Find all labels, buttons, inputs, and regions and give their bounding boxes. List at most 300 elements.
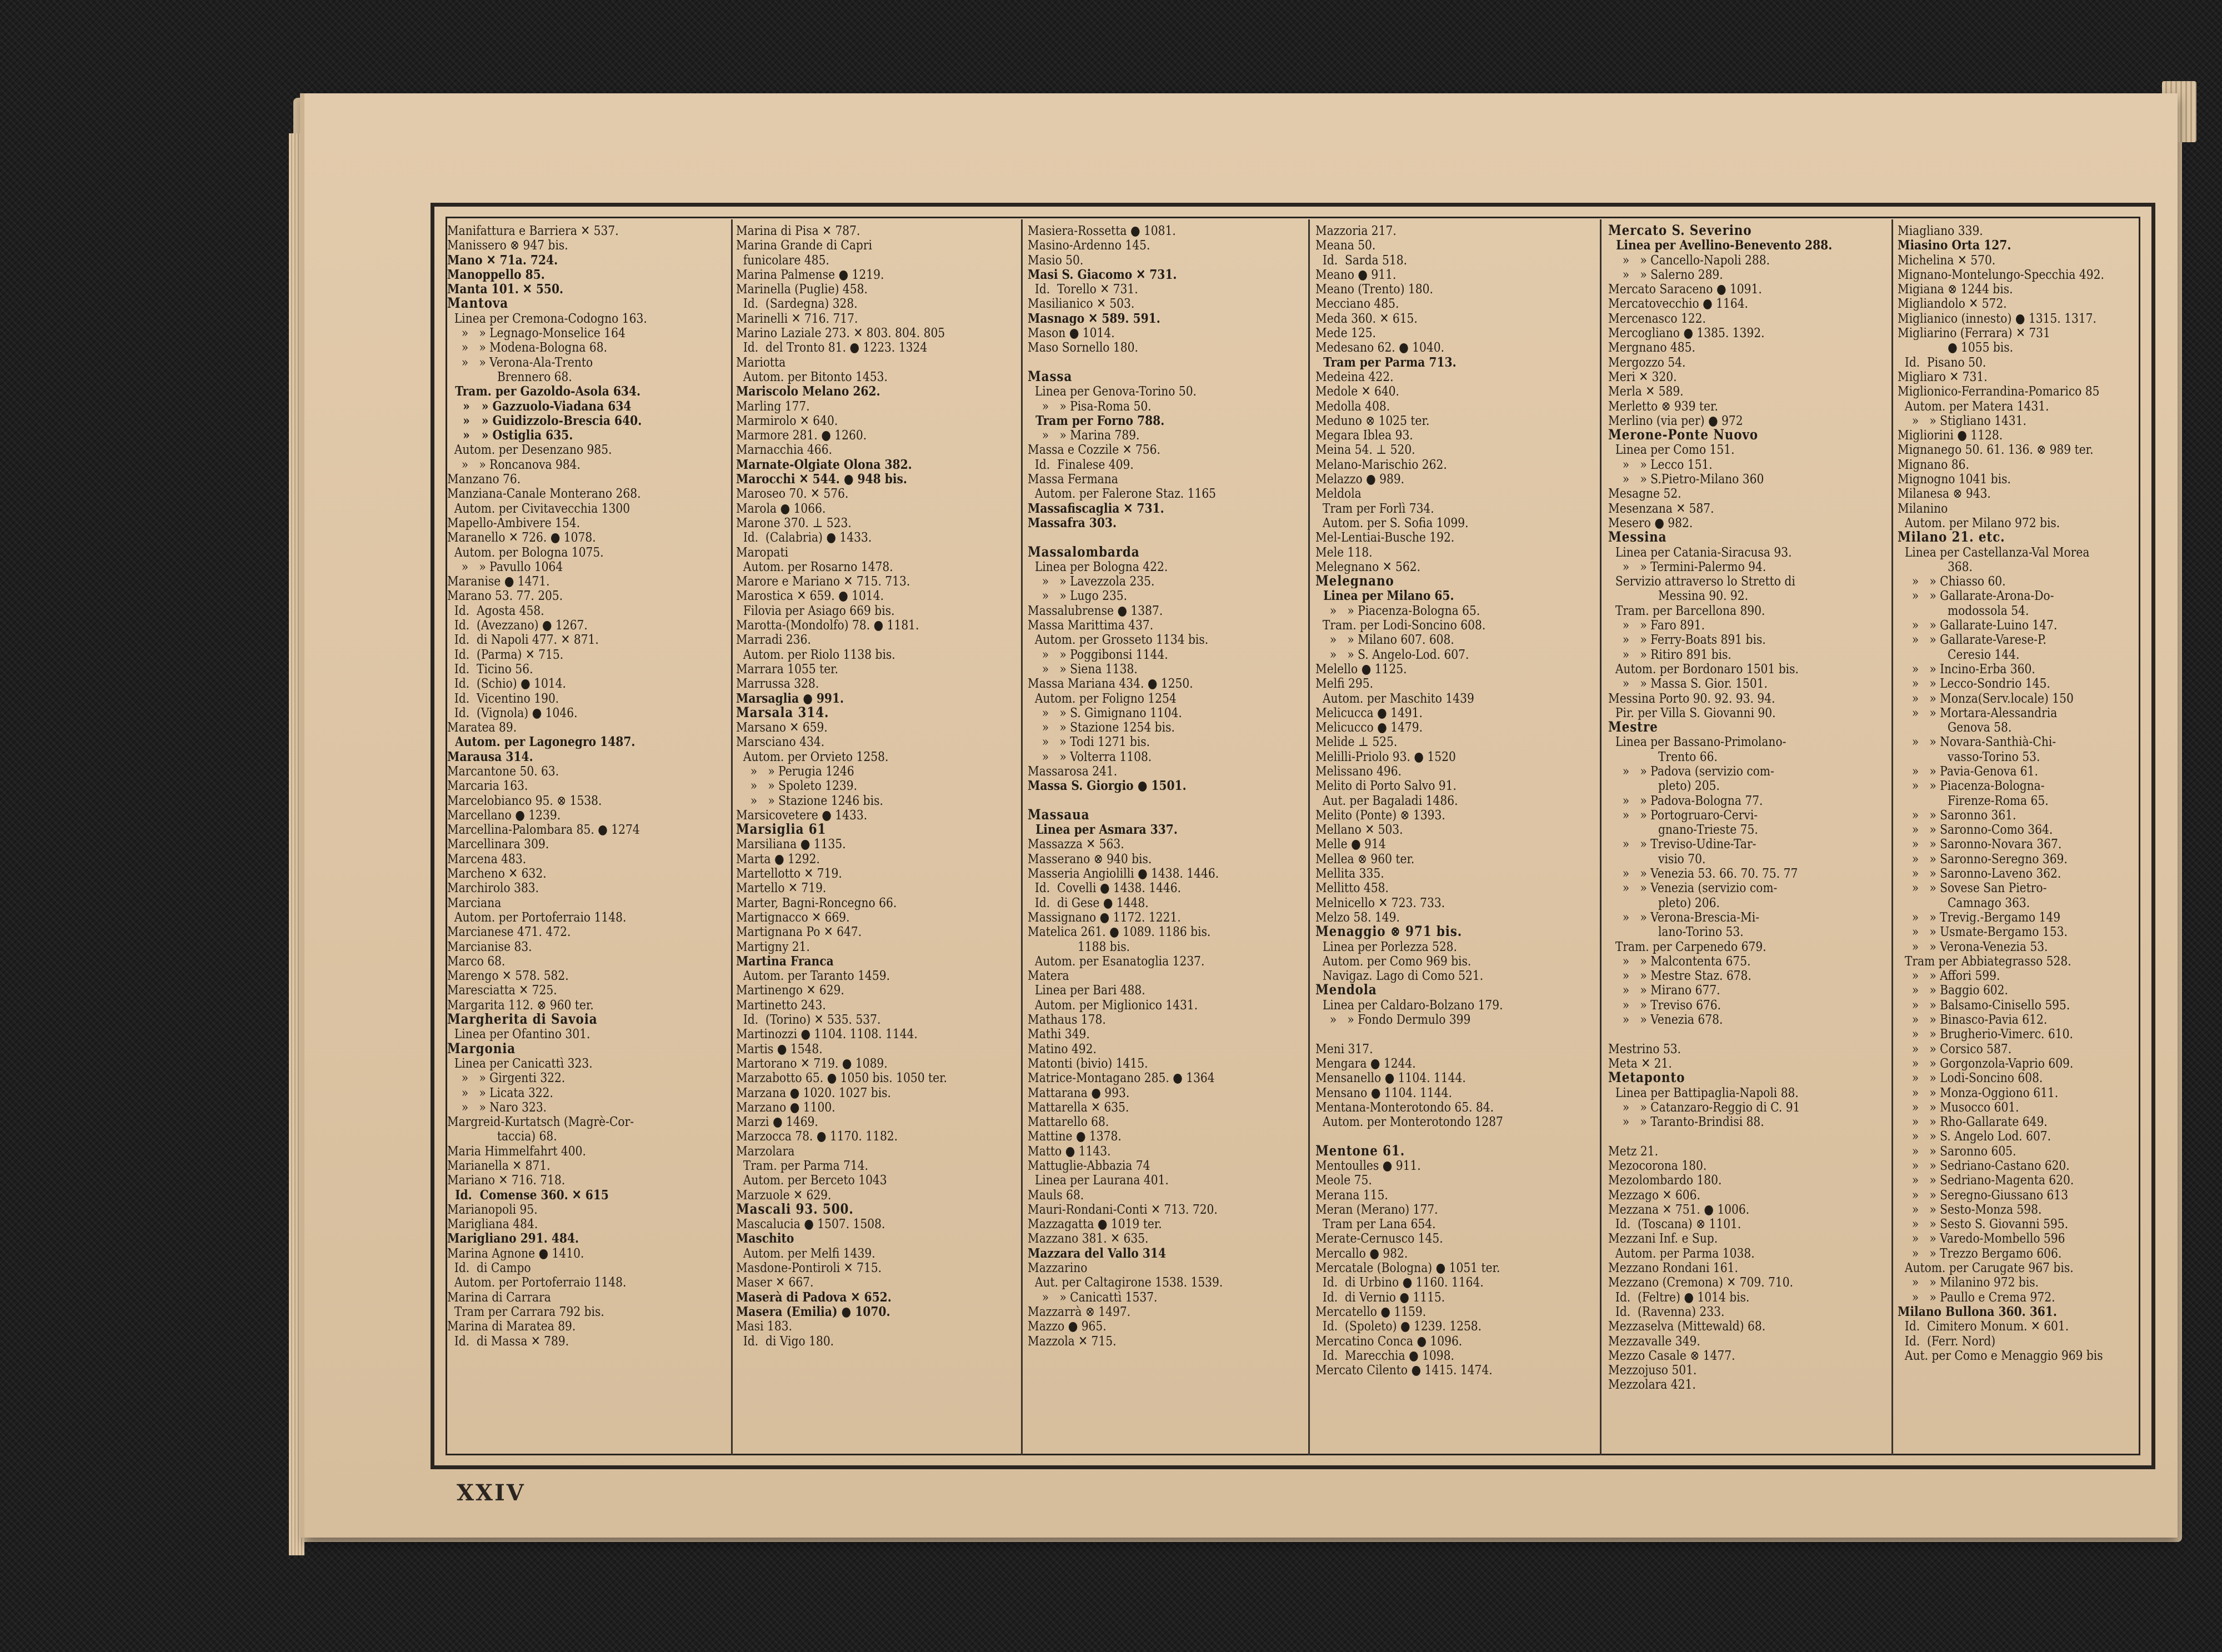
- index-entry: » » S. Angelo Lod. 607.: [1898, 1129, 2051, 1144]
- index-entry: Massa Fermana: [1028, 472, 1118, 487]
- index-entry: Messina Porto 90. 92. 93. 94.: [1608, 690, 1775, 705]
- index-entry: » » Portogruaro-Cervi-: [1608, 807, 1758, 823]
- index-entry: Martello ✕ 719.: [736, 880, 827, 895]
- index-entry: Marone 370. ⊥ 523.: [736, 515, 852, 530]
- column-divider: [1021, 219, 1023, 1455]
- index-entry: Mellano ✕ 503.: [1315, 822, 1403, 837]
- index-entry: Linea per Porlezza 528.: [1315, 939, 1457, 954]
- index-entry: Marsano ✕ 659.: [736, 720, 828, 735]
- index-entry: Ceresio 144.: [1898, 647, 2020, 662]
- index-entry: Marotta-(Mondolfo) 78. ● 1181.: [736, 618, 919, 633]
- index-entry: » » Termini-Palermo 94.: [1608, 559, 1766, 574]
- index-heading: Milano 21. etc.: [1898, 530, 2005, 545]
- index-entry: » » Modena-Bologna 68.: [447, 340, 607, 355]
- index-entry: Miagliano 339.: [1898, 223, 1983, 238]
- index-entry: » » Padova-Bologna 77.: [1608, 793, 1763, 808]
- index-entry: » » Venezia 53. 66. 70. 75. 77: [1608, 866, 1798, 881]
- index-entry: Marsciano 434.: [736, 734, 825, 749]
- index-entry: » » Pisa-Roma 50.: [1028, 398, 1152, 413]
- index-entry: Mesenzana ✕ 587.: [1608, 500, 1714, 515]
- index-entry: Martorano ✕ 719. ● 1089.: [736, 1055, 888, 1071]
- index-entry: Marsicovetere ● 1433.: [736, 807, 868, 823]
- index-entry: » » Stazione 1246 bis.: [736, 793, 883, 808]
- index-entry: » » Sesto S. Giovanni 595.: [1898, 1217, 2069, 1232]
- index-entry: » » Saronno-Laveno 362.: [1898, 866, 2061, 881]
- index-entry: [1028, 793, 1308, 808]
- index-entry: Marco 68.: [447, 953, 506, 969]
- index-entry: Autom. per Esanatoglia 1237.: [1028, 953, 1205, 969]
- index-entry: [1028, 530, 1308, 544]
- index-entry: » » Stigliano 1431.: [1898, 413, 2026, 428]
- index-entry: » » S.Pietro-Milano 360: [1608, 472, 1764, 487]
- index-entry: » » Trezzo Bergamo 606.: [1898, 1245, 2062, 1261]
- index-entry: Mercato Saraceno ● 1091.: [1608, 282, 1762, 297]
- index-entry: Manta 101. ✕ 550.: [447, 282, 564, 297]
- index-entry: pleto) 206.: [1608, 895, 1720, 910]
- index-entry: Melissano 496.: [1315, 763, 1402, 779]
- index-entry: Mezzaselva (Mittewald) 68.: [1608, 1319, 1766, 1334]
- index-entry: Maranello ✕ 726. ● 1078.: [447, 530, 596, 545]
- index-entry: Massa e Cozzile ✕ 756.: [1028, 442, 1160, 457]
- index-entry: Id. (Parma) ✕ 715.: [447, 647, 564, 662]
- index-entry: Maria Himmelfahrt 400.: [447, 1143, 586, 1158]
- index-entry: » » Taranto-Brindisi 88.: [1608, 1114, 1764, 1129]
- index-entry: Autom. per Milano 972 bis.: [1898, 515, 2060, 530]
- index-entry: Navigaz. Lago di Como 521.: [1315, 968, 1484, 983]
- index-entry: » » Saronno 605.: [1898, 1143, 2016, 1158]
- index-entry: Matelica 261. ● 1089. 1186 bis.: [1028, 924, 1211, 939]
- index-entry: Id. (Vignola) ● 1046.: [447, 705, 578, 720]
- index-entry: Autom. per Parma 1038.: [1608, 1245, 1755, 1261]
- index-entry: » » Piacenza-Bologna-: [1898, 778, 2045, 793]
- index-entry: pleto) 205.: [1608, 778, 1720, 793]
- index-entry: Mauls 68.: [1028, 1187, 1084, 1202]
- index-entry: Mercatale (Bologna) ● 1051 ter.: [1315, 1260, 1500, 1275]
- index-entry: Maratea 89.: [447, 720, 517, 735]
- index-entry: Marmore 281. ● 1260.: [736, 428, 867, 443]
- index-entry: Marola ● 1066.: [736, 500, 826, 515]
- index-entry: » » Fondo Dermulo 399: [1315, 1012, 1471, 1027]
- index-entry: Martinozzi ● 1104. 1108. 1144.: [736, 1027, 918, 1042]
- index-entry: Autom. per Berceto 1043: [736, 1173, 887, 1188]
- index-entry: » » Venezia (servizio com-: [1608, 880, 1778, 895]
- index-heading: Mantova: [447, 296, 509, 311]
- index-entry: Medolla 408.: [1315, 398, 1390, 413]
- index-entry: Marzocca 78. ● 1170. 1182.: [736, 1129, 898, 1144]
- index-entry: Id. (Ferr. Nord): [1898, 1333, 1996, 1348]
- index-entry: » » Massa S. Gior. 1501.: [1608, 676, 1768, 691]
- index-entry: » » Baggio 602.: [1898, 983, 2008, 998]
- index-entry: Manifattura e Barriera ✕ 537.: [447, 223, 619, 238]
- index-entry: Autom. per Taranto 1459.: [736, 968, 890, 983]
- index-entry: Marcellinara 309.: [447, 837, 549, 852]
- index-entry: Maranise ● 1471.: [447, 574, 550, 589]
- index-entry: Tram. per Parma 714.: [736, 1158, 869, 1173]
- index-entry: Id. Marecchia ● 1098.: [1315, 1348, 1454, 1363]
- index-entry: Mattuglie-Abbazia 74: [1028, 1158, 1150, 1173]
- index-entry: Margarita 112. ⊗ 960 ter.: [447, 997, 594, 1013]
- index-entry: visio 70.: [1608, 851, 1706, 867]
- index-entry: » » Varedo-Mombello 596: [1898, 1231, 2065, 1246]
- index-entry: » » Naro 323.: [447, 1099, 547, 1115]
- index-column-2: [736, 223, 1017, 1445]
- index-entry: Id. (Feltre) ● 1014 bis.: [1608, 1289, 1750, 1304]
- index-entry: » » Treviso-Udine-Tar-: [1608, 837, 1756, 852]
- index-heading: Menaggio ⊗ 971 bis.: [1315, 924, 1463, 939]
- index-entry: » » Licata 322.: [447, 1085, 553, 1100]
- index-entry: » » Saronno-Novara 367.: [1898, 837, 2062, 852]
- index-entry: Manoppello 85.: [447, 267, 545, 282]
- index-entry: Melano-Marischio 262.: [1315, 457, 1447, 472]
- index-entry: Marchirolo 383.: [447, 880, 539, 895]
- index-entry: » » Perugia 1246: [736, 763, 854, 779]
- index-entry: » » Paullo e Crema 972.: [1898, 1289, 2055, 1304]
- index-entry: » » Guidizzolo-Brescia 640.: [447, 413, 642, 428]
- index-entry: » » Rho-Gallarate 649.: [1898, 1114, 2048, 1129]
- index-entry: Maroseo 70. ✕ 576.: [736, 486, 849, 501]
- index-entry: » » Verona-Ala-Trento: [447, 354, 593, 369]
- index-entry: Migliorini ● 1128.: [1898, 428, 2003, 443]
- index-entry: Martis ● 1548.: [736, 1041, 823, 1056]
- index-entry: modossola 54.: [1898, 603, 2029, 618]
- index-entry: » » Pavia-Genova 61.: [1898, 763, 2038, 779]
- index-heading: Massalombarda: [1028, 544, 1140, 559]
- index-entry: Linea per Catania-Siracusa 93.: [1608, 544, 1792, 559]
- index-heading: Marsala 314.: [736, 705, 829, 720]
- index-entry: Id. di Campo: [447, 1260, 531, 1275]
- index-entry: funicolare 485.: [736, 252, 829, 267]
- index-entry: Autom. per Lagonegro 1487.: [447, 734, 635, 749]
- index-entry: Autom. per Rosarno 1478.: [736, 559, 893, 574]
- index-entry: Autom. per Carugate 967 bis.: [1898, 1260, 2074, 1275]
- index-entry: Martinengo ✕ 629.: [736, 983, 844, 998]
- index-entry: » » Brugherio-Vimerc. 610.: [1898, 1027, 2073, 1042]
- index-entry: Massazza ✕ 563.: [1028, 837, 1124, 852]
- index-entry: Martinetto 243.: [736, 997, 826, 1013]
- index-entry: Id. Ticino 56.: [447, 661, 533, 677]
- index-entry: Mel-Lentiai-Busche 192.: [1315, 530, 1455, 545]
- index-entry: » » S. Angelo-Lod. 607.: [1315, 647, 1469, 662]
- index-entry: Mezolombardo 180.: [1608, 1173, 1722, 1188]
- index-entry: » » Salerno 289.: [1608, 267, 1723, 282]
- index-entry: Marcellina-Palombara 85. ● 1274: [447, 822, 640, 837]
- index-entry: Marcheno ✕ 632.: [447, 866, 547, 881]
- index-entry: Marciana: [447, 895, 502, 910]
- index-entry: » » Siena 1138.: [1028, 661, 1138, 677]
- index-entry: Id. Comense 360. ✕ 615: [447, 1187, 609, 1202]
- index-entry: » » Musocco 601.: [1898, 1099, 2019, 1115]
- index-entry: Autom. per Maschito 1439: [1315, 690, 1474, 705]
- index-entry: Mazzola ✕ 715.: [1028, 1333, 1117, 1348]
- index-entry: Marta ● 1292.: [736, 851, 820, 867]
- index-entry: Mezzano (Cremona) ✕ 709. 710.: [1608, 1275, 1794, 1290]
- index-entry: Marausa 314.: [447, 749, 533, 764]
- index-entry: Id. Sarda 518.: [1315, 252, 1408, 267]
- index-entry: Miglionico-Ferrandina-Pomarico 85: [1898, 384, 2100, 399]
- index-entry: [1028, 355, 1308, 369]
- index-entry: » » Girgenti 322.: [447, 1070, 565, 1085]
- index-entry: Id. Agosta 458.: [447, 603, 544, 618]
- index-entry: [1608, 1027, 1888, 1041]
- index-entry: Mariscolo Melano 262.: [736, 384, 880, 399]
- index-entry: Melle ● 914: [1315, 837, 1386, 852]
- index-entry: Melilli-Priolo 93. ● 1520: [1315, 749, 1456, 764]
- index-entry: Melzo 58. 149.: [1315, 909, 1400, 925]
- index-entry: » » Saronno-Como 364.: [1898, 822, 2053, 837]
- index-entry: » » Milano 607. 608.: [1315, 632, 1454, 647]
- index-entry: Autom. per Monterotondo 1287: [1315, 1114, 1503, 1129]
- index-entry: Martigny 21.: [736, 939, 810, 954]
- index-entry: » » Binasco-Pavia 612.: [1898, 1012, 2048, 1027]
- index-heading: Massaua: [1028, 807, 1090, 823]
- index-heading: Mendola: [1315, 983, 1377, 998]
- index-entry: » » Poggibonsi 1144.: [1028, 647, 1168, 662]
- index-entry: » » Volterra 1108.: [1028, 749, 1152, 764]
- index-entry: Matera: [1028, 968, 1069, 983]
- index-entry: Massignano ● 1172. 1221.: [1028, 909, 1181, 925]
- index-entry: Massalubrense ● 1387.: [1028, 603, 1163, 618]
- index-entry: Autom. per Melfi 1439.: [736, 1245, 875, 1261]
- index-entry: Marradi 236.: [736, 632, 811, 647]
- index-entry: Aut. per Como e Menaggio 969 bis: [1898, 1348, 2103, 1363]
- index-entry: Mesagne 52.: [1608, 486, 1681, 501]
- index-entry: Manzano 76.: [447, 472, 521, 487]
- index-entry: » » Saronno-Seregno 369.: [1898, 851, 2068, 867]
- index-entry: Marnate-Olgiate Olona 382.: [736, 457, 912, 472]
- index-entry: Mellea ⊗ 960 ter.: [1315, 851, 1415, 867]
- column-divider: [1600, 219, 1602, 1455]
- index-entry: Mellitto 458.: [1315, 880, 1389, 895]
- index-entry: » » Chiasso 60.: [1898, 574, 2006, 589]
- index-entry: Martignacco ✕ 669.: [736, 909, 850, 925]
- index-entry: Masdone-Pontiroli ✕ 715.: [736, 1260, 882, 1275]
- index-entry: Mattarello 68.: [1028, 1114, 1109, 1129]
- index-entry: Id. di Urbino ● 1160. 1164.: [1315, 1275, 1484, 1290]
- index-column-3: [1028, 223, 1308, 1445]
- index-entry: Meduno ⊗ 1025 ter.: [1315, 413, 1430, 428]
- index-heading: Mascali 93. 500.: [736, 1202, 854, 1217]
- index-entry: Masi S. Giacomo ✕ 731.: [1028, 267, 1177, 282]
- index-entry: Megara Iblea 93.: [1315, 428, 1413, 443]
- index-entry: » » Roncanova 984.: [447, 457, 580, 472]
- index-entry: Marigliana 484.: [447, 1217, 538, 1232]
- index-entry: Meana 50.: [1315, 238, 1376, 253]
- index-entry: Marcantone 50. 63.: [447, 763, 559, 779]
- index-entry: Tram. per Carpenedo 679.: [1608, 939, 1766, 954]
- index-entry: Messina 90. 92.: [1608, 588, 1748, 603]
- index-entry: Id. (Spoleto) ● 1239. 1258.: [1315, 1319, 1482, 1334]
- index-entry: Mignano 86.: [1898, 457, 1969, 472]
- index-entry: » » Lodi-Soncino 608.: [1898, 1070, 2043, 1085]
- index-entry: Matonti (bivio) 1415.: [1028, 1055, 1148, 1071]
- index-entry: Autom. per Foligno 1254: [1028, 690, 1177, 705]
- index-entry: Mensano ● 1104. 1144.: [1315, 1085, 1452, 1100]
- page-stack-edge-left: [289, 133, 304, 1555]
- index-entry: Merletto ⊗ 939 ter.: [1608, 398, 1718, 413]
- index-entry: Genova 58.: [1898, 720, 2012, 735]
- index-entry: Melfi 295.: [1315, 676, 1374, 691]
- index-heading: Melegnano: [1315, 574, 1394, 589]
- column-divider: [1891, 219, 1893, 1455]
- index-entry: Mezzavalle 349.: [1608, 1333, 1700, 1348]
- index-entry: Maresciatta ✕ 725.: [447, 983, 557, 998]
- index-entry: Marianopoli 95.: [447, 1202, 538, 1217]
- index-entry: Meldola: [1315, 486, 1362, 501]
- index-entry: Id. (Calabria) ● 1433.: [736, 530, 872, 545]
- index-heading: Mercato S. Severino: [1608, 223, 1752, 238]
- index-entry: Mezzo Casale ⊗ 1477.: [1608, 1348, 1735, 1363]
- index-entry: [1315, 1027, 1595, 1041]
- index-entry: Matrice-Montagano 285. ● 1364: [1028, 1070, 1215, 1085]
- index-entry: Marianella ✕ 871.: [447, 1158, 551, 1173]
- index-entry: Marinella (Puglie) 458.: [736, 282, 868, 297]
- index-entry: Id. di Vigo 180.: [736, 1333, 834, 1348]
- index-entry: Linea per Bassano-Primolano-: [1608, 734, 1786, 749]
- index-entry: Marrara 1055 ter.: [736, 661, 839, 677]
- index-entry: Marina Agnone ● 1410.: [447, 1245, 584, 1261]
- index-entry: Melazzo ● 989.: [1315, 472, 1405, 487]
- index-entry: Id. di Massa ✕ 789.: [447, 1333, 569, 1348]
- index-entry: » » Monza-Oggiono 611.: [1898, 1085, 2059, 1100]
- index-entry: Marter, Bagni-Roncegno 66.: [736, 895, 897, 910]
- index-entry: Melello ● 1125.: [1315, 661, 1407, 677]
- index-entry: Aut. per Caltagirone 1538. 1539.: [1028, 1275, 1223, 1290]
- index-entry: Melicucco ● 1479.: [1315, 720, 1423, 735]
- index-entry: » » Gazzuolo-Viadana 634: [447, 398, 632, 413]
- index-entry: Mentoulles ● 911.: [1315, 1158, 1421, 1173]
- index-entry: Tram per Carrara 792 bis.: [447, 1304, 604, 1319]
- index-entry: » » Milanino 972 bis.: [1898, 1275, 2039, 1290]
- index-entry: Marsiliana ● 1135.: [736, 837, 846, 852]
- index-entry: Matino 492.: [1028, 1041, 1097, 1056]
- index-entry: Tram. per Lodi-Soncino 608.: [1315, 618, 1486, 633]
- index-entry: Mariotta: [736, 354, 786, 369]
- index-entry: Id. Finalese 409.: [1028, 457, 1134, 472]
- index-entry: Miglianico (innesto) ● 1315. 1317.: [1898, 311, 2096, 326]
- index-entry: » » Venezia 678.: [1608, 1012, 1723, 1027]
- index-entry: Linea per Caldaro-Bolzano 179.: [1315, 997, 1503, 1013]
- index-entry: Mengara ● 1244.: [1315, 1055, 1416, 1071]
- index-entry: Autom. per Bordonaro 1501 bis.: [1608, 661, 1799, 677]
- index-entry: Mezzago ✕ 606.: [1608, 1187, 1700, 1202]
- index-entry: Martellotto ✕ 719.: [736, 866, 842, 881]
- index-entry: Autom. per S. Sofia 1099.: [1315, 515, 1469, 530]
- index-entry: Marina di Pisa ✕ 787.: [736, 223, 860, 238]
- index-entry: Mazzara del Vallo 314: [1028, 1245, 1166, 1261]
- index-entry: Marina Palmense ● 1219.: [736, 267, 884, 282]
- index-entry: Meri ✕ 320.: [1608, 369, 1677, 384]
- index-entry: » » Mortara-Alessandria: [1898, 705, 2058, 720]
- index-entry: » » Legnago-Monselice 164: [447, 326, 625, 341]
- index-entry: Marrussa 328.: [736, 676, 819, 691]
- index-entry: » » Gallarate-Luino 147.: [1898, 618, 2058, 633]
- index-heading: Margherita di Savoia: [447, 1012, 598, 1027]
- index-entry: Camnago 363.: [1898, 895, 2030, 910]
- index-entry: Masserano ⊗ 940 bis.: [1028, 851, 1152, 867]
- index-entry: » » S. Gimignano 1104.: [1028, 705, 1182, 720]
- index-entry: Tram per Parma 713.: [1315, 354, 1457, 369]
- index-entry: » » Verona-Brescia-Mi-: [1608, 909, 1760, 925]
- index-entry: » » Lugo 235.: [1028, 588, 1128, 603]
- index-entry: Autom. per Bologna 1075.: [447, 544, 604, 559]
- index-entry: » » Spoleto 1239.: [736, 778, 858, 793]
- index-entry: Mano ✕ 71a. 724.: [447, 252, 558, 267]
- index-entry: 1188 bis.: [1028, 939, 1130, 954]
- index-entry: Id. (Avezzano) ● 1267.: [447, 618, 588, 633]
- index-entry: Marzana ● 1020. 1027 bis.: [736, 1085, 891, 1100]
- index-entry: Id. di Gese ● 1448.: [1028, 895, 1149, 910]
- index-entry: Marigliano 291. 484.: [447, 1231, 579, 1246]
- index-entry: Migliandolo ✕ 572.: [1898, 296, 2007, 311]
- index-entry: Mede 125.: [1315, 326, 1376, 341]
- index-entry: Margreid-Kurtatsch (Magrè-Cor-: [447, 1114, 634, 1129]
- index-entry: Servizio attraverso lo Stretto di: [1608, 574, 1795, 589]
- index-entry: Linea per Genova-Torino 50.: [1028, 384, 1197, 399]
- index-entry: Mapello-Ambivere 154.: [447, 515, 580, 530]
- index-entry: Medesano 62. ● 1040.: [1315, 340, 1445, 355]
- index-entry: Autom. per Desenzano 985.: [447, 442, 612, 457]
- index-entry: Melide ⊥ 525.: [1315, 734, 1398, 749]
- index-entry: » » Malcontenta 675.: [1608, 953, 1751, 969]
- index-entry: » » Ferry-Boats 891 bis.: [1608, 632, 1766, 647]
- index-entry: » » Catanzaro-Reggio di C. 91: [1608, 1099, 1800, 1115]
- index-entry: Milanino: [1898, 500, 1948, 515]
- index-entry: Id. di Vernio ● 1115.: [1315, 1289, 1445, 1304]
- index-entry: Pir. per Villa S. Giovanni 90.: [1608, 705, 1776, 720]
- index-entry: Massarosa 241.: [1028, 763, 1118, 779]
- index-entry: » » Mirano 677.: [1608, 983, 1720, 998]
- index-column-5: [1608, 223, 1889, 1445]
- index-entry: Mattarella ✕ 635.: [1028, 1099, 1129, 1115]
- index-entry: Marina Grande di Capri: [736, 238, 872, 253]
- index-entry: Linea per Asmara 337.: [1028, 822, 1178, 837]
- index-entry: Marengo ✕ 578. 582.: [447, 968, 569, 983]
- index-entry: » » Sesto-Monza 598.: [1898, 1202, 2042, 1217]
- index-entry: Mezzani Inf. e Sup.: [1608, 1231, 1718, 1246]
- index-entry: Marina di Maratea 89.: [447, 1319, 576, 1334]
- index-entry: Mergnano 485.: [1608, 340, 1695, 355]
- index-heading: Marsiglia 61: [736, 822, 827, 837]
- index-entry: Merla ✕ 589.: [1608, 384, 1684, 399]
- index-entry: Marcianise 83.: [447, 939, 532, 954]
- index-entry: Metz 21.: [1608, 1143, 1658, 1158]
- index-entry: Id. (Ravenna) 233.: [1608, 1304, 1725, 1319]
- index-heading: Metaponto: [1608, 1070, 1685, 1085]
- index-entry: Id. (Torino) ✕ 535. 537.: [736, 1012, 881, 1027]
- index-entry: Marzi ● 1469.: [736, 1114, 818, 1129]
- index-entry: » » Marina 789.: [1028, 428, 1140, 443]
- index-entry: Id. (Sardegna) 328.: [736, 296, 858, 311]
- index-entry: Id. di Napoli 477. ✕ 871.: [447, 632, 599, 647]
- index-entry: Mazzo ● 965.: [1028, 1319, 1107, 1334]
- index-entry: » » Verona-Venezia 53.: [1898, 939, 2048, 954]
- index-entry: Marano 53. 77. 205.: [447, 588, 563, 603]
- index-entry: » » Gallarate-Arona-Do-: [1898, 588, 2054, 603]
- index-entry: Mauri-Rondani-Conti ✕ 713. 720.: [1028, 1202, 1218, 1217]
- index-entry: Autom. per Bitonto 1453.: [736, 369, 888, 384]
- index-entry: Autom. per Portoferraio 1148.: [447, 909, 627, 925]
- index-entry: Mercatello ● 1159.: [1315, 1304, 1427, 1319]
- index-entry: » » Balsamo-Cinisello 595.: [1898, 997, 2070, 1013]
- index-entry: » » Affori 599.: [1898, 968, 2000, 983]
- index-entry: Linea per Como 151.: [1608, 442, 1735, 457]
- index-entry: Mason ● 1014.: [1028, 326, 1115, 341]
- index-heading: Mestre: [1608, 720, 1658, 735]
- index-entry: [1315, 1129, 1595, 1143]
- index-entry: Masnago ✕ 589. 591.: [1028, 311, 1160, 326]
- index-entry: Autom. per Miglionico 1431.: [1028, 997, 1198, 1013]
- index-entry: » » Ostiglia 635.: [447, 428, 573, 443]
